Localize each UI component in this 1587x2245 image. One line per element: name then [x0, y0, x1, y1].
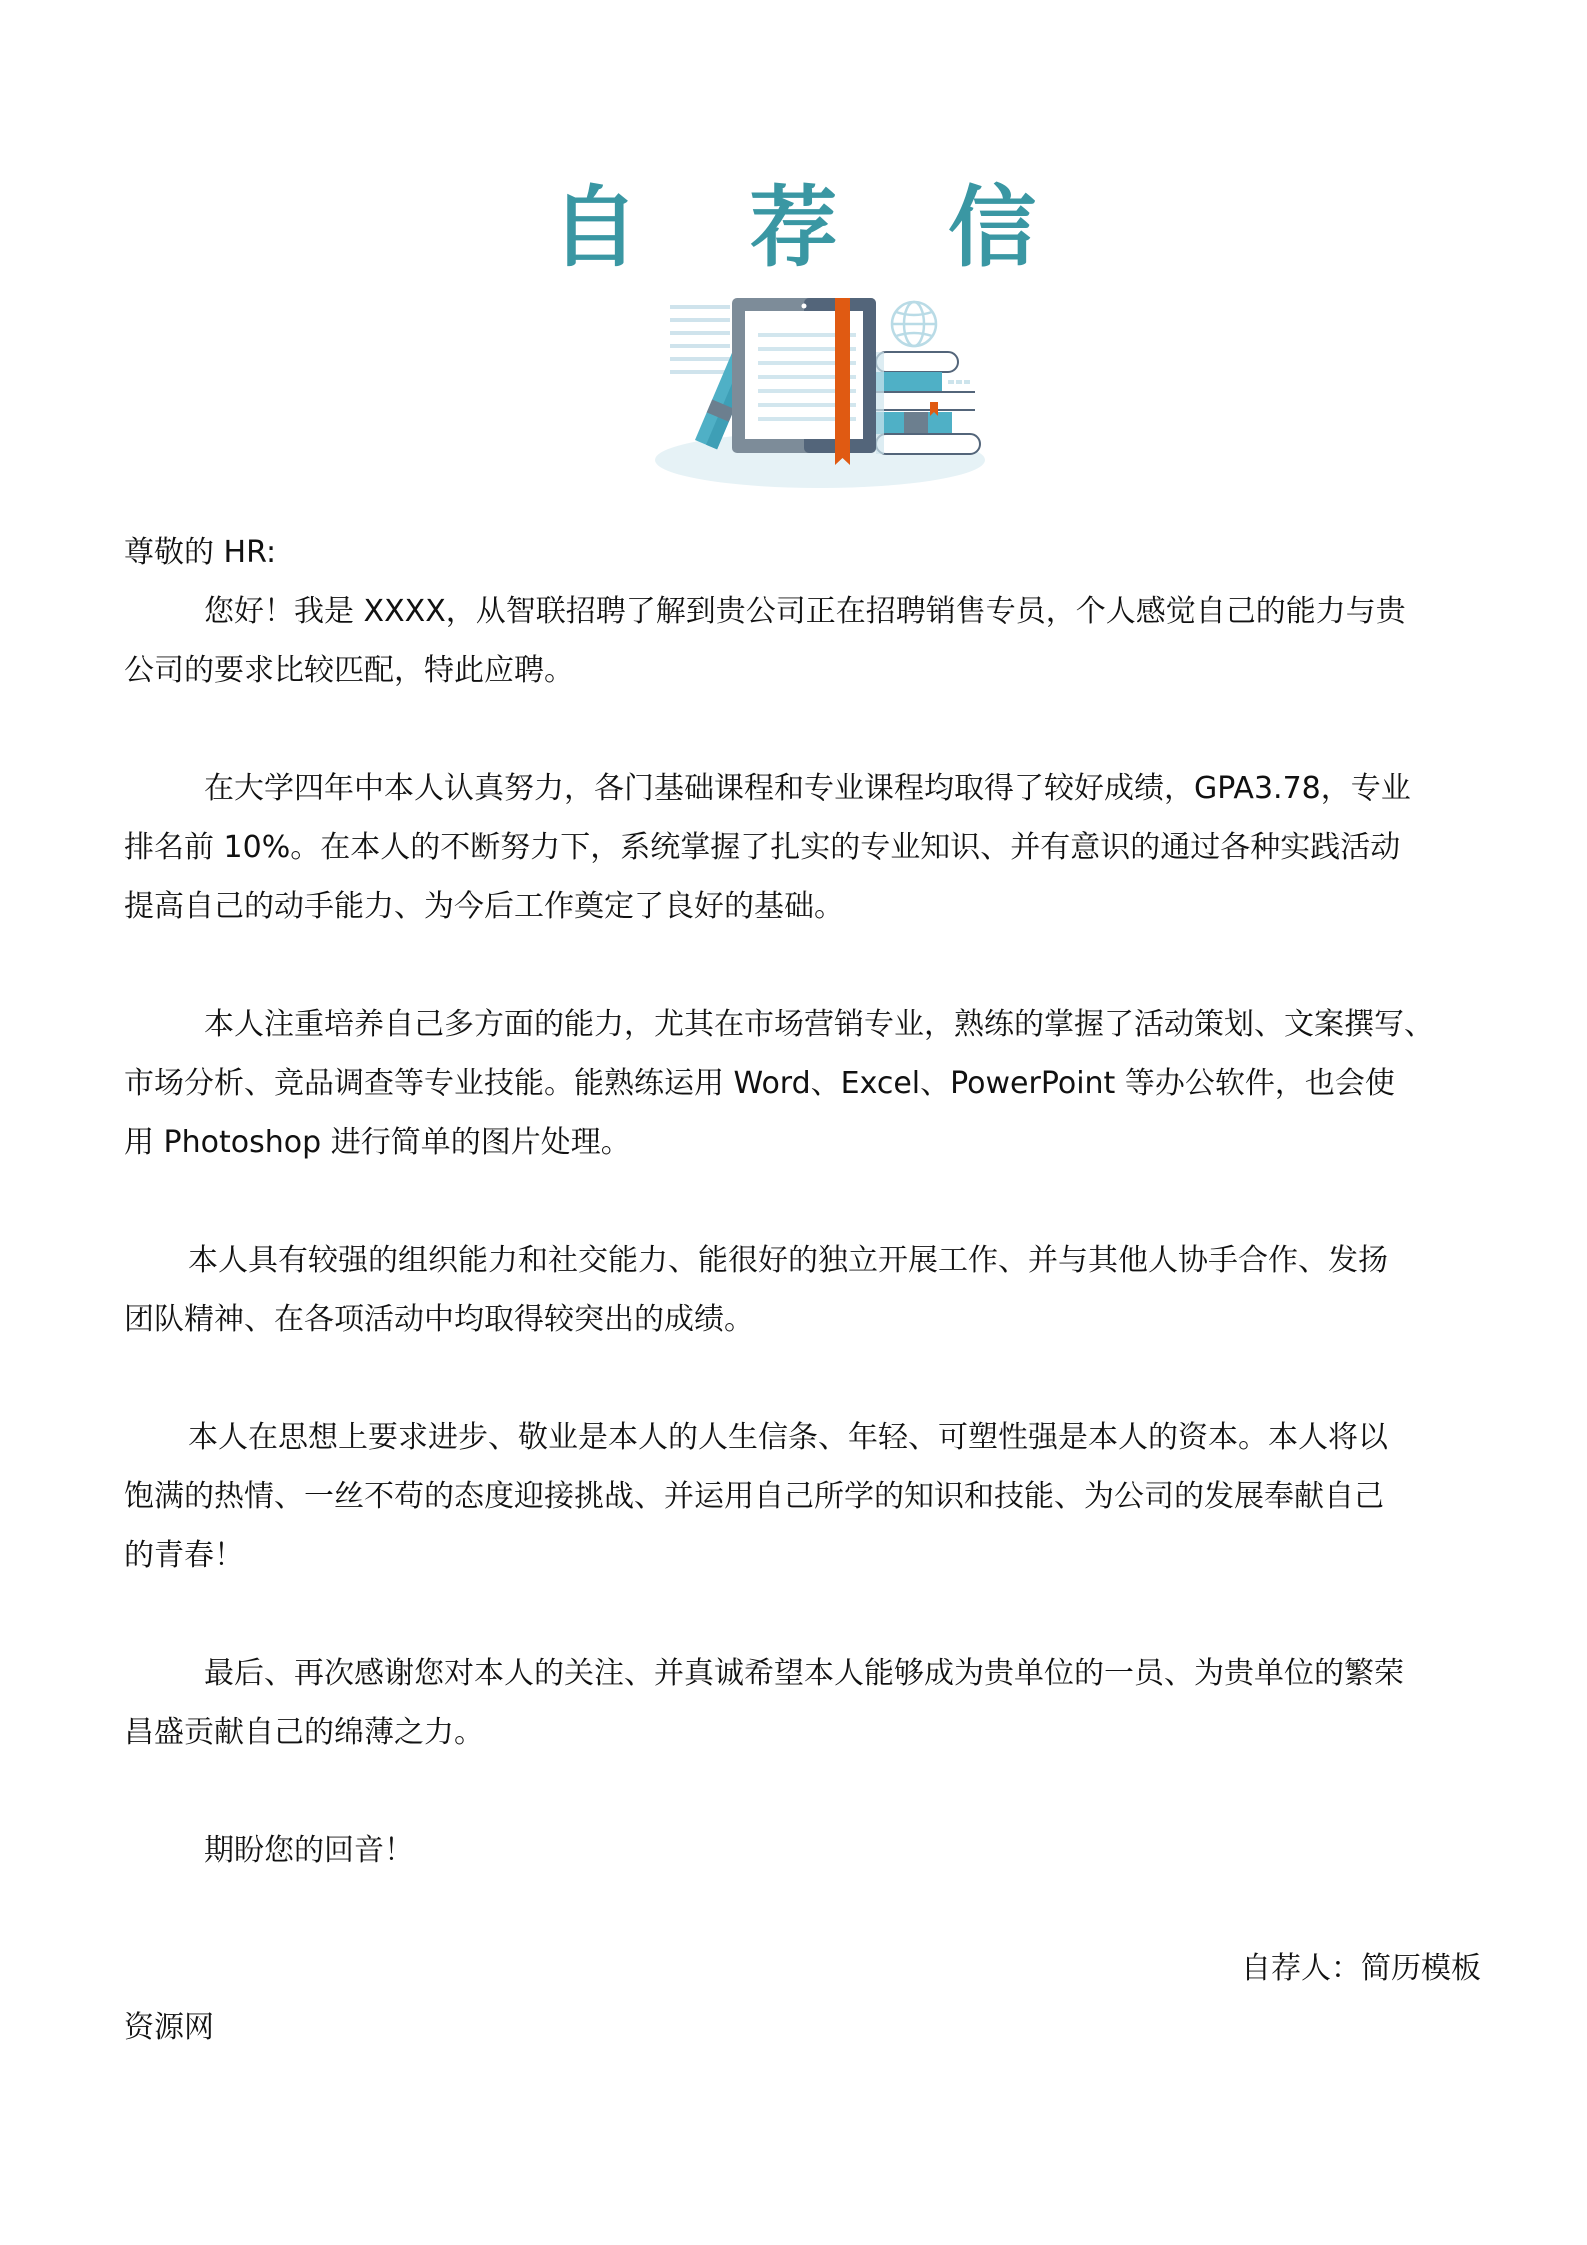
paragraph-line: 的青春！: [124, 1538, 244, 1573]
paragraph-line: 市场分析、竞品调查等专业技能。能熟练运用 Word、Excel、PowerPoint 等办公软件，也会使: [124, 1066, 1395, 1101]
paragraph-line: 昌盛贡献自己的绵薄之力。: [124, 1715, 484, 1750]
closing-line: 期盼您的回音！: [204, 1833, 414, 1868]
paragraph-6: [124, 1644, 1489, 1762]
paragraph-line: 您好！我是 XXXX，从智联招聘了解到贵公司正在招聘销售专员，个人感觉自己的能力与贵: [204, 594, 1406, 629]
paragraph-line: 本人在思想上要求进步、敬业是本人的人生信条、年轻、可塑性强是本人的资本。本人将以: [188, 1420, 1388, 1455]
paragraph-line: 排名前 10%。在本人的不断努力下，系统掌握了扎实的专业知识、并有意识的通过各种实践活动: [124, 830, 1401, 865]
greeting: 尊敬的 HR:: [124, 535, 277, 570]
paragraph-5: [124, 1408, 1489, 1585]
paragraph-line: 提高自己的动手能力、为今后工作奠定了良好的基础。: [124, 889, 844, 924]
paragraph-3: [124, 995, 1489, 1172]
signature: 自荐人：简历模板: [1241, 1951, 1481, 1986]
paragraph-line: 本人注重培养自己多方面的能力，尤其在市场营销专业，熟练的掌握了活动策划、文案撰写、: [204, 1007, 1434, 1042]
signature-continued: 资源网: [124, 2010, 214, 2045]
letter-body: [124, 523, 1489, 2057]
paragraph-line: 公司的要求比较匹配，特此应聘。: [124, 653, 574, 688]
paragraph-line: 最后、再次感谢您对本人的关注、并真诚希望本人能够成为贵单位的一员、为贵单位的繁荣: [204, 1656, 1404, 1691]
paragraph-line: 饱满的热情、一丝不苟的态度迎接挑战、并运用自己所学的知识和技能、为公司的发展奉献自己: [124, 1479, 1384, 1514]
paragraph-line: 团队精神、在各项活动中均取得较突出的成绩。: [124, 1302, 754, 1337]
paragraph-4: [124, 1231, 1489, 1349]
paragraph-line: 本人具有较强的组织能力和社交能力、能很好的独立开展工作、并与其他人协手合作、发扬: [188, 1243, 1388, 1278]
books-tablet-illustration-icon: [640, 290, 1000, 490]
paragraph-2: [124, 759, 1489, 936]
page-title: 自 荐 信: [550, 176, 1077, 279]
paragraph-1: [124, 582, 1489, 700]
paragraph-line: 用 Photoshop 进行简单的图片处理。: [124, 1125, 631, 1160]
paragraph-line: 在大学四年中本人认真努力，各门基础课程和专业课程均取得了较好成绩，GPA3.78，专业: [204, 771, 1411, 806]
